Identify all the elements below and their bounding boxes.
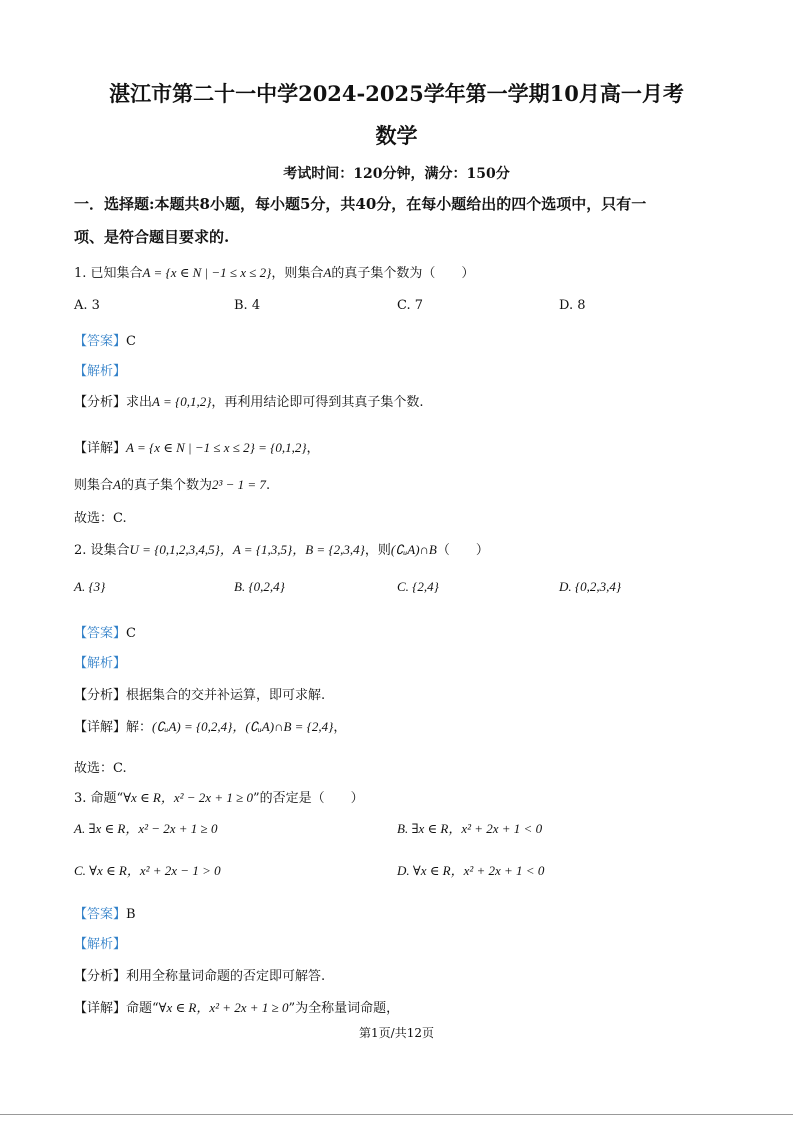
bottom-divider [0,1114,793,1115]
q3-stem-end: ”的否定是（ ） [253,791,364,806]
q1-detail-tag: 【详解】 [74,441,127,456]
q1-stem-pre: 1. 已知集合 [74,266,143,281]
q1-stem [74,262,474,281]
q2-fenxi-tag: 【分析】 [74,688,127,703]
q2-choose: 故选：C. [74,761,127,776]
q3-detail-pre: 命题“ [126,1001,159,1016]
q2-fenxi [74,684,325,703]
q1-result-math: 2³ − 1 = 7 [211,477,266,492]
q1-result-a: A [113,477,121,492]
q3-stem-math: ∀x ∈ R，x² − 2x + 1 ≥ 0 [123,790,253,805]
exam-title: 湛江市第二十一中学2024-2025学年第一学期10月高一月考 [109,81,684,106]
q2-option-d: D. {0,2,3,4} [559,579,622,594]
q2-fenxi-text: 根据集合的交并补运算，即可求解. [126,688,326,703]
q2-answer [74,622,136,641]
q1-fenxi [74,391,424,410]
q3-stem-pre: 3. 命题“ [74,791,124,806]
q1-fenxi-pre: 求出 [126,395,153,410]
q3-fenxi-text: 利用全称量词命题的否定即可解答. [126,969,326,984]
q3-fenxi-tag: 【分析】 [74,969,127,984]
q3-stem [74,787,364,806]
q3-option-d: D. ∀x ∈ R，x² + 2x + 1 < 0 [397,863,545,878]
q1-analysis-tag: 【解析】 [74,364,127,379]
q1-answer-value: C [126,334,136,349]
q2-stem [74,539,489,558]
q1-answer-tag: 【答案】 [74,334,127,349]
exam-info: 考试时间：120分钟，满分：150分 [283,166,510,182]
page-footer: 第1页/共12页 [359,1026,434,1040]
q3-fenxi [74,965,325,984]
q2-detail-pre: 解： [126,720,153,735]
q1-answer [74,330,136,349]
q1-set-a: A [323,265,332,280]
q3-option-b: B. ∃x ∈ R，x² + 2x + 1 < 0 [397,821,543,836]
q1-detail-post: ， [306,441,320,456]
q3-detail [74,997,399,1016]
q1-fenxi-post: ，再利用结论即可得到其真子集个数. [211,395,424,410]
q1-option-a: A. 3 [74,298,100,313]
q2-option-b: B. {0,2,4} [234,579,285,594]
section-heading-line2: 项、是符合题目要求的. [74,228,230,246]
q3-answer-value: B [126,907,136,922]
q1-stem-end: 的真子集个数为（ ） [331,266,475,281]
q1-detail [74,437,320,456]
q2-analysis-tag: 【解析】 [74,656,127,671]
q3-option-a: A. ∃x ∈ R，x² − 2x + 1 ≥ 0 [74,821,218,836]
q2-detail [74,716,346,735]
q2-detail-math: (∁ᵤA) = {0,2,4}，(∁ᵤA)∩B = {2,4} [152,719,334,734]
q1-option-b: B. 4 [234,298,261,313]
q1-stem-post: ，则集合 [271,266,324,281]
q2-detail-tag: 【详解】 [74,720,127,735]
q2-option-a: A. {3} [74,579,106,594]
q3-answer-tag: 【答案】 [74,907,127,922]
q1-fenxi-math: A = {0,1,2} [152,394,212,409]
q1-result-mid: 的真子集个数为 [120,478,212,493]
q1-result [74,474,270,493]
q1-option-d: D. 8 [559,298,586,313]
q1-result-pre: 则集合 [74,478,114,493]
q3-answer [74,903,136,922]
q1-result-post: . [265,478,271,493]
q2-stem-end: （ ） [436,543,489,558]
q2-detail-post: ， [333,720,347,735]
q3-analysis-tag: 【解析】 [74,937,127,952]
q3-detail-math: ∀x ∈ R，x² + 2x + 1 ≥ 0 [158,1000,289,1015]
q1-set-math: A = {x ∈ N | −1 ≤ x ≤ 2} [142,265,272,280]
q1-detail-math: A = {x ∈ N | −1 ≤ x ≤ 2} = {0,1,2} [126,440,307,455]
q1-choose: 故选：C. [74,511,127,526]
q2-set-math: U = {0,1,2,3,4,5}，A = {1,3,5}，B = {2,3,4} [129,542,365,557]
q2-answer-value: C [126,626,136,641]
q2-answer-tag: 【答案】 [74,626,127,641]
q3-detail-tag: 【详解】 [74,1001,127,1016]
subject-title: 数学 [375,123,418,148]
q1-option-c: C. 7 [397,298,424,313]
q2-stem-mid: ，则 [364,543,391,558]
q2-option-c: C. {2,4} [397,579,439,594]
q2-expr-math: (∁ᵤA)∩B [390,542,437,557]
section-heading-line1: 一．选择题:本题共8小题，每小题5分，共40分，在每小题给出的四个选项中，只有一 [74,195,647,213]
q3-option-c: C. ∀x ∈ R，x² + 2x − 1 > 0 [74,863,221,878]
q2-stem-pre: 2. 设集合 [74,543,130,558]
q3-detail-post: ”为全称量词命题， [288,1001,400,1016]
q1-fenxi-tag: 【分析】 [74,395,127,410]
